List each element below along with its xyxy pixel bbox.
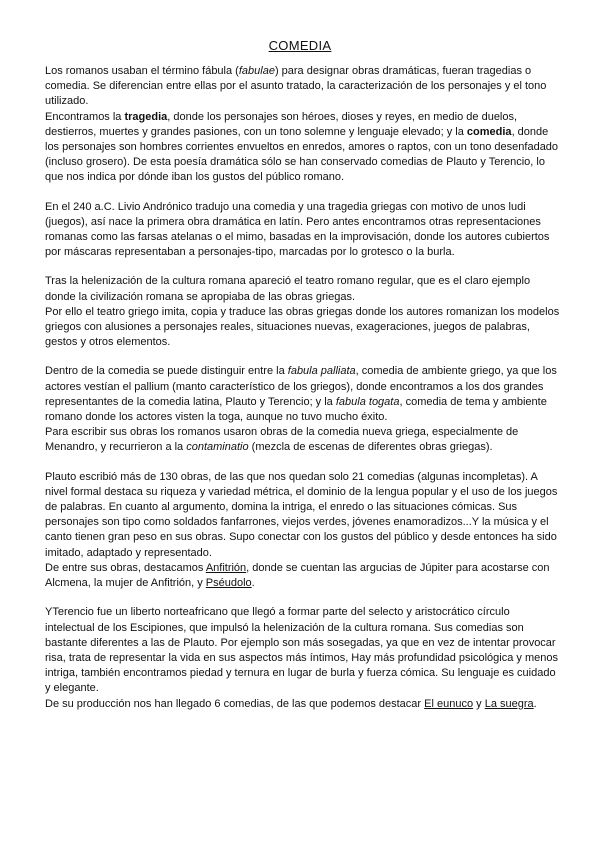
paragraph-fabula: Los romanos usaban el término fábula (fabulae) para designar obras dramáticas, fueran tragedias o comedia. Se diferencian entre ellas por el asunto tratado, la caracterización de los personajes y el tono utilizado. xyxy=(45,65,547,108)
link-anfitrion[interactable]: Anfitrión xyxy=(205,561,247,574)
paragraph-tragedia-comedia: Encontramos la tragedia, donde los personajes son héroes, dioses y reyes, en medio de duelos, destierros, muertes y grandes pasiones, con un tono solemne y lenguaje elevado; y la comedia, donde los personajes son hombres corrientes envueltos en enredos, amores o raptos, con un tono desenfadado (incluso grosero). De esta poesía dramática sólo se han conservado comedias de Plauto y Terencio, lo que nos indica por dónde iban los gustos del público romano. xyxy=(45,110,559,184)
paragraph-teatro-griego: Por ello el teatro griego imita, copia y traduce las obras griegas donde los autores romanizan los modelos griegos con alusiones a personajes reales, situaciones nuevas, exageraciones, juegos de palabras, gestos y otros elementos. xyxy=(45,305,560,349)
document-body xyxy=(45,64,560,712)
link-el-eunuco[interactable]: El eunuco xyxy=(424,697,474,710)
link-pseudolo[interactable]: Pséudolo xyxy=(205,577,252,590)
paragraph-plauto-obras: De entre sus obras, destacamos Anfitrión, donde se cuentan las argucias de Júpiter para acostarse con Alcmena, la mujer de Anfitrión, y Pséudolo. xyxy=(45,561,550,590)
link-la-suegra[interactable]: La suegra xyxy=(484,697,534,710)
paragraph-terencio: YTerencio fue un liberto norteafricano que llegó a formar parte del selecto y aristocrático círculo intelectual de los Escipiones, que impulsó la helenización de la cultura romana. Sus comedias son bastante diferentes a las de Plauto. Por ejemplo son más sosegadas, ya que en vez de intentar provocar risa, trata de representar la vida en sus aspectos más íntimos, Hay más profundidad psicológica y menos intriga, también encontramos piedad y ternura en lugar de burla y fuerza cómica. Su lenguaje es cuidado y elegante. xyxy=(45,606,558,695)
paragraph-helenizacion: Tras la helenización de la cultura romana apareció el teatro romano regular, que es el claro ejemplo donde la civilización romana se apropiaba de las obras griegas. xyxy=(45,275,531,303)
paragraph-livio-andronico: En el 240 a.C. Livio Andrónico tradujo una comedia y una tragedia griegas con motivo de unos ludi (juegos), así nace la primera obra dramática en latín. Pero antes encontramos otras representaciones romanas como las farsas atelanas o el mimo, basadas en la improvisación, donde los autores cubiertos por máscaras representaban a personajes-tipo, marcadas por lo grotesco o la burla. xyxy=(45,200,550,259)
paragraph-terencio-obras: De su producción nos han llegado 6 comedias, de las que podemos destacar El eunuco y La suegra. xyxy=(45,697,537,710)
paragraph-plauto: Plauto escribió más de 130 obras, de las que nos quedan solo 21 comedias (algunas incompletas). A nivel formal destaca su riqueza y variedad métrica, el dominio de la lengua popular y el uso de los juegos de palabras. En cuanto al argumento, domina la intriga, el enredo o las situaciones cómicas. Sus personajes son tipo como soldados fanfarrones, viejos verdes, jóvenes enamoradizos...Y la música y el canto tienen gran peso en sus obras. Supo conectar con los gustos del público y desde entonces ha sido imitado, adaptado y representado. xyxy=(45,470,558,559)
page-title: COMEDIA xyxy=(268,38,332,53)
paragraph-palliata-togata: Dentro de la comedia se puede distinguir entre la fabula palliata, comedia de ambiente griego, ya que los actores vestían el pallium (manto característico de los griegos), donde encontramos a los dos grandes representantes de la comedia latina, Plauto y Terencio; y la fabula togata, comedia de tema y ambiente romano donde los actores visten la toga, aunque no tuvo mucho éxito. xyxy=(45,365,557,424)
paragraph-contaminatio: Para escribir sus obras los romanos usaron obras de la comedia nueva griega, especialmente de Menandro, y recurrieron a la contaminatio (mezcla de escenas de diferentes obras griegas). xyxy=(45,426,519,454)
